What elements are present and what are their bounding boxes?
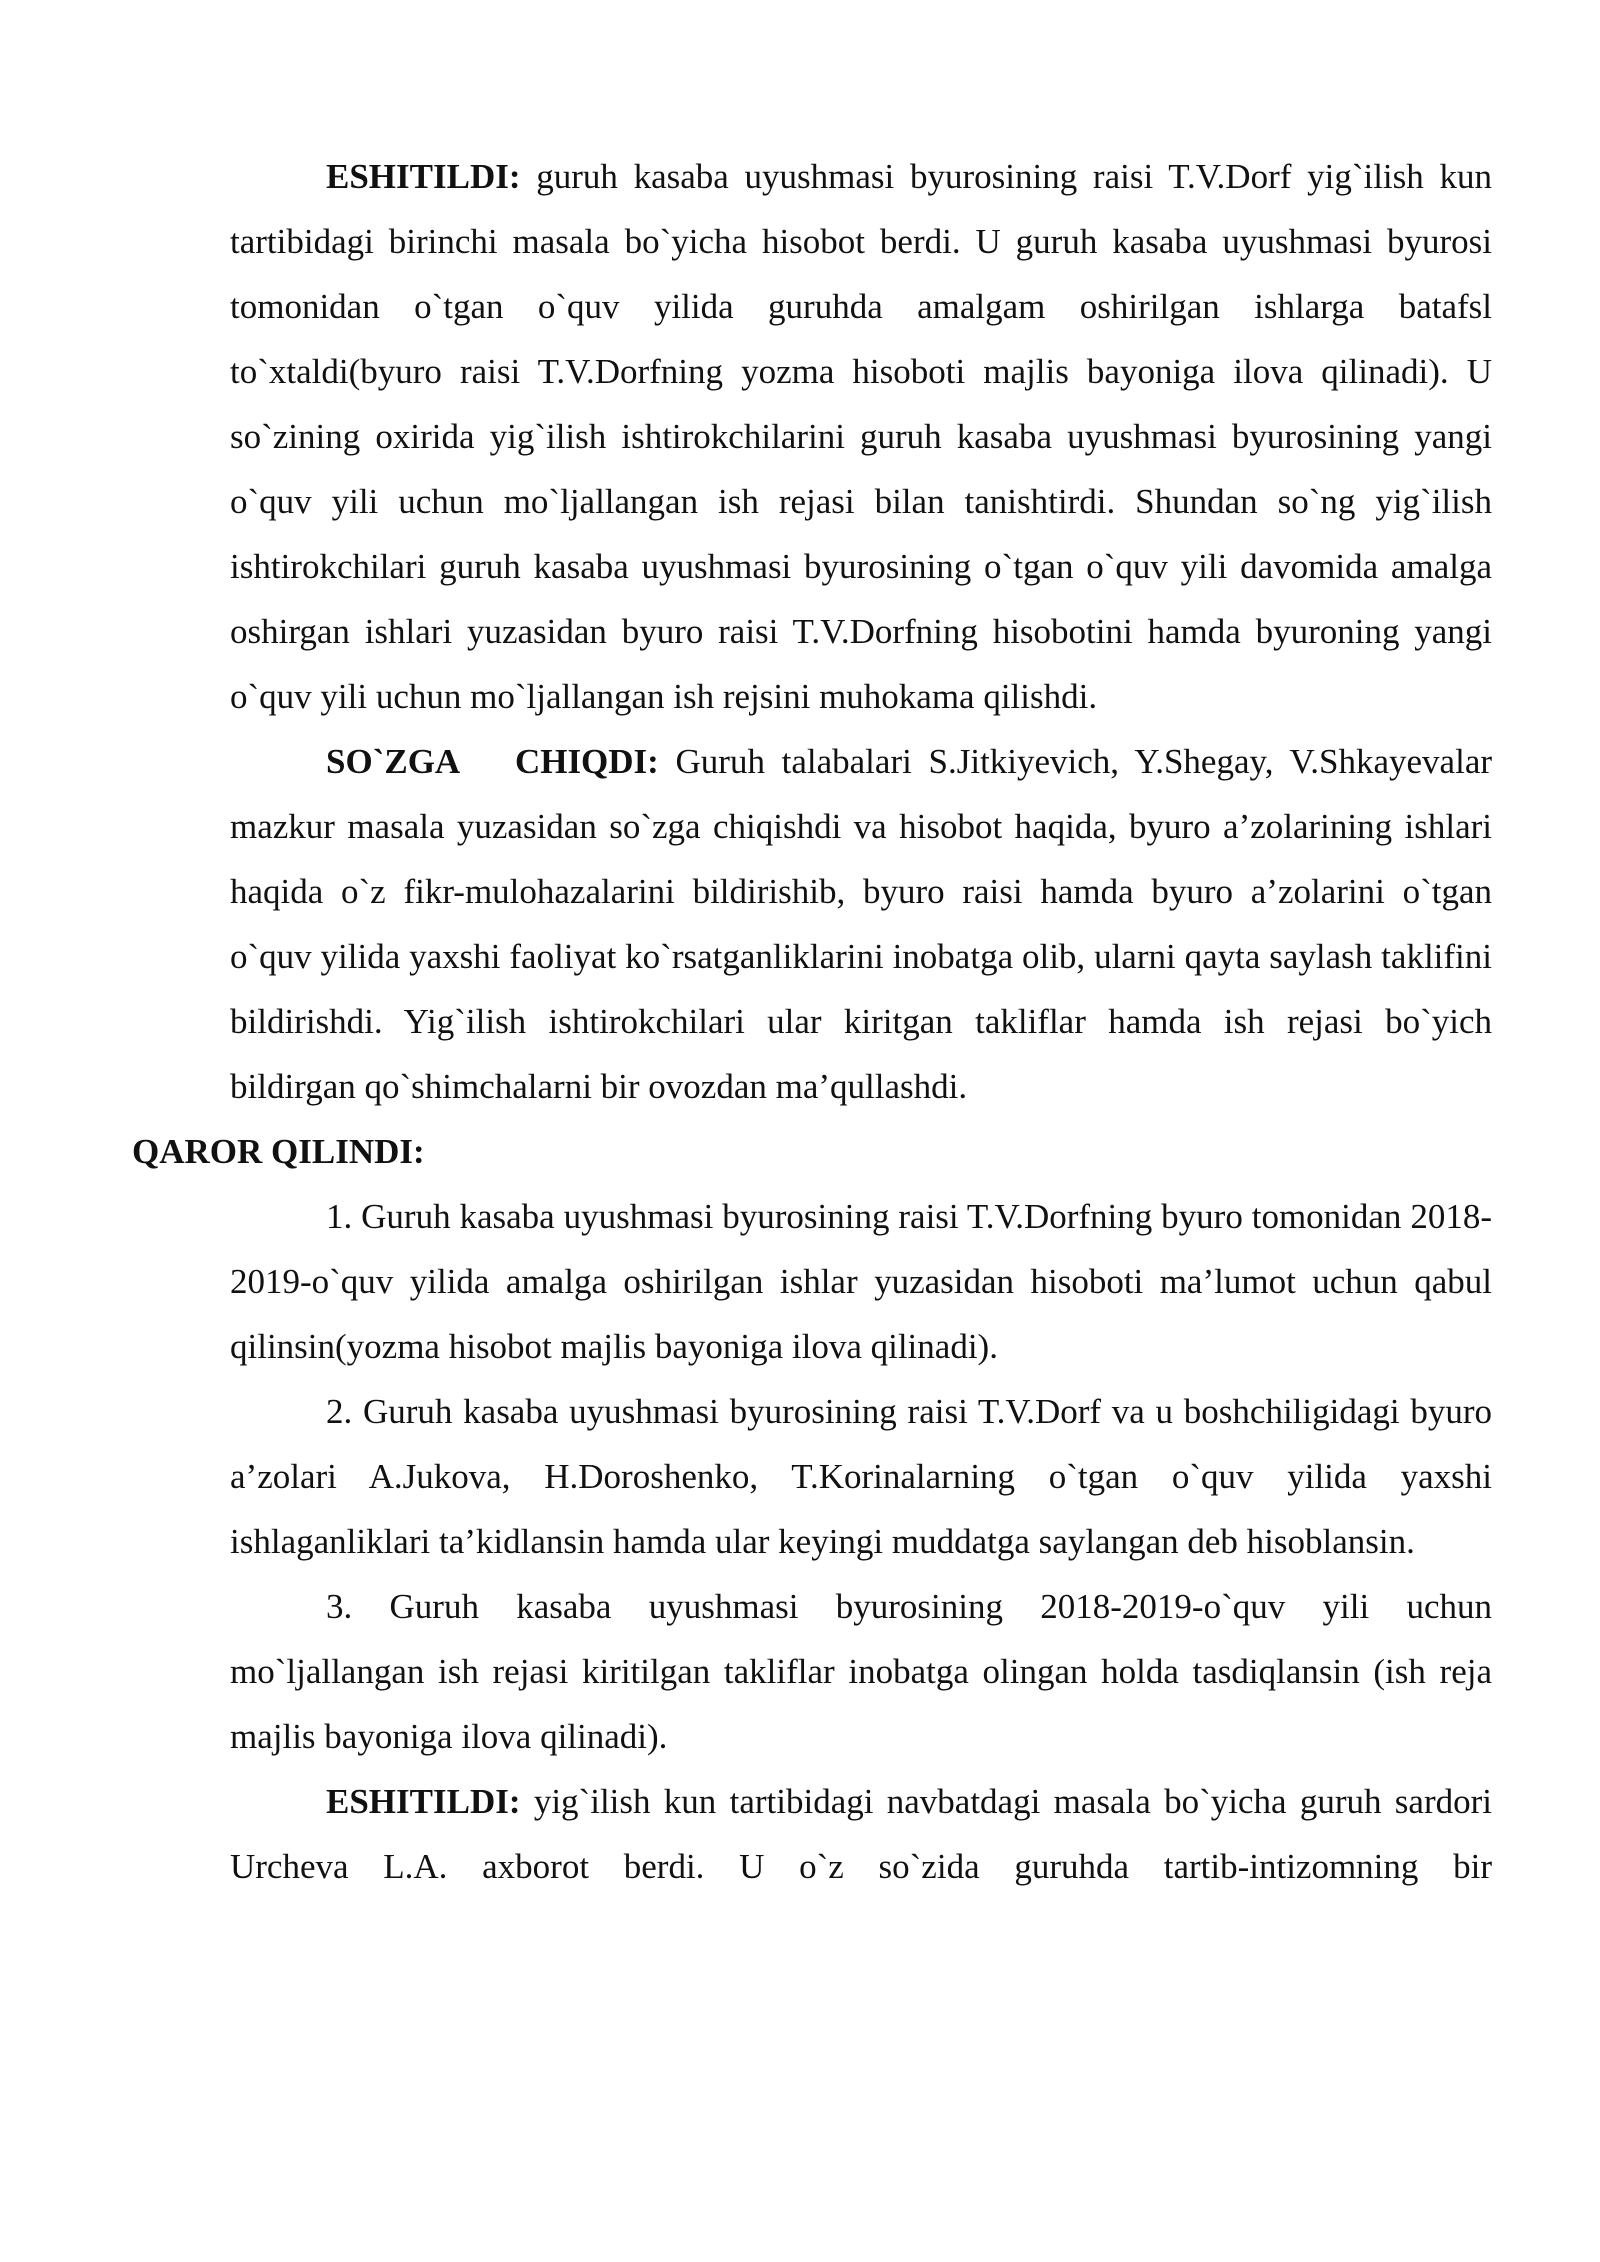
heard-paragraph: [230, 144, 1492, 729]
heard-text: guruh kasaba uyushmasi byurosining raisi T.V.Dorf yig`ilish kun tartibidagi birinchi masala bo`yicha hisobot berdi. U guruh kasaba uyushmasi byurosi tomonidan o`tgan o`quv yilida guruhda amalgam oshirilgan ishlarga batafsl to`xtaldi(byuro raisi T.V.Dorfning yozma hisoboti majlis bayoniga ilova qilinadi). U so`zining oxirida yig`ilish ishtirokchilarini guruh kasaba uyushmasi byurosining yangi o`quv yili uchun mo`ljallangan ish rejasi bilan tanishtirdi. Shundan so`ng yig`ilish ishtirokchilari guruh kasaba uyushmasi byurosining o`tgan o`quv yili davomida amalga oshirgan ishlari yuzasidan byuro raisi T.V.Dorfning hisobotini hamda byuroning yangi o`quv yili uchun mo`ljallangan ish rejsini muhokama qilishdi.: [230, 157, 1492, 716]
decision-item-1: 1. Guruh kasaba uyushmasi byurosining raisi T.V.Dorfning byuro tomonidan 2018-2019-o`quv yilida amalga oshirilgan ishlar yuzasidan hisoboti ma’lumot uchun qabul qilinsin(yozma hisobot majlis bayoniga ilova qilinadi).: [230, 1197, 1492, 1366]
heard-paragraph-2: [230, 1769, 1492, 1899]
heard-label-2: ESHITILDI:: [326, 1782, 521, 1821]
spoke-text: Guruh talabalari S.Jitkiyevich, Y.Shegay, V.Shkayevalar mazkur masala yuzasidan so`zga chiqishdi va hisobot haqida, byuro a’zolarining ishlari haqida o`z fikr-mulohazalarini bildirishib, byuro raisi hamda byuro a’zolarini o`tgan o`quv yilida yaxshi faoliyat ko`rsatganliklarini inobatga olib, ularni qayta saylash taklifini bildirishdi. Yig`ilish ishtirokchilari ular kiritgan takliflar hamda ish rejasi bo`yich bildirgan qo`shimchalarni bir ovozdan ma’qullashdi.: [230, 742, 1493, 1106]
decision-item-3: 3. Guruh kasaba uyushmasi byurosining 2018-2019-o`quv yili uchun mo`ljallangan ish rejasi kiritilgan takliflar inobatga olingan holda tasdiqlansin (ish reja majlis bayoniga ilova qilinadi).: [230, 1587, 1492, 1756]
spoke-paragraph: [230, 729, 1492, 1119]
spoke-label: SO`ZGA CHIQDI:: [326, 742, 659, 781]
decision-heading: QAROR QILINDI:: [132, 1132, 425, 1171]
decision-item-2: 2. Guruh kasaba uyushmasi byurosining raisi T.V.Dorf va u boshchiligidagi byuro a’zolari A.Jukova, H.Doroshenko, T.Korinalarning o`tgan o`quv yilida yaxshi ishlaganliklari ta’kidlansin hamda ular keyingi muddatga saylangan deb hisoblansin.: [230, 1392, 1492, 1561]
heard-label: ESHITILDI:: [326, 157, 521, 196]
heard-text-2: yig`ilish kun tartibidagi navbatdagi masala bo`yicha guruh sardori Urcheva L.A. axborot berdi. U o`z so`zida guruhda tartib-intizomning bir: [230, 1782, 1492, 1886]
document-body: [132, 144, 1493, 1899]
